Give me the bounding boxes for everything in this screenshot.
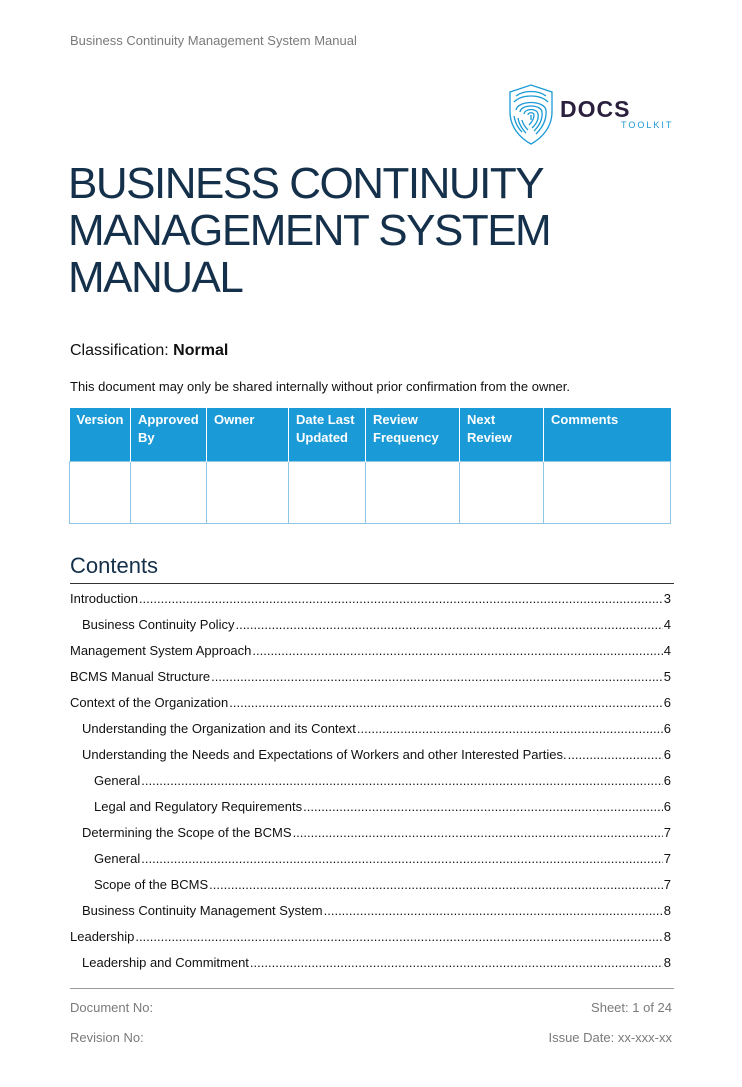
footer-divider: [70, 988, 674, 989]
logo-subtitle: TOOLKIT: [621, 120, 674, 130]
toc-dot-leader: [250, 955, 663, 970]
toc-entry[interactable]: [70, 794, 671, 814]
column-header-owner: Owner: [207, 408, 289, 462]
column-header-review-frequency: Review Frequency: [366, 408, 460, 462]
table-header-row: [70, 408, 671, 462]
document-number-label: Document No:: [70, 1000, 154, 1015]
toc-entry-page-number: 3: [663, 591, 671, 606]
toc-dot-leader: [141, 851, 663, 866]
toc-entry[interactable]: [70, 950, 671, 970]
toc-entry-page-number: 4: [663, 617, 671, 632]
toc-entry[interactable]: [70, 742, 671, 762]
document-title: [68, 160, 668, 301]
column-header-comments: Comments: [544, 408, 671, 462]
toc-entry-page-number: 7: [663, 851, 671, 866]
toc-entry-page-number: 4: [663, 643, 671, 658]
toc-entry-page-number: 6: [663, 799, 671, 814]
toc-entry-page-number: 7: [663, 877, 671, 892]
toc-entry-page-number: 8: [663, 955, 671, 970]
toc-entry-title: Legal and Regulatory Requirements: [94, 799, 303, 814]
toc-entry[interactable]: [70, 690, 671, 710]
toc-entry-page-number: 8: [663, 903, 671, 918]
toc-dot-leader: [252, 643, 662, 658]
column-header-approved-by: Approved By: [131, 408, 207, 462]
toc-entry[interactable]: [70, 716, 671, 736]
table-cell: [70, 462, 131, 524]
issue-date: Issue Date: xx-xxx-xx: [548, 1030, 672, 1045]
toc-entry-page-number: 5: [663, 669, 671, 684]
toc-entry-title: Scope of the BCMS: [94, 877, 209, 892]
table-cell: [131, 462, 207, 524]
toc-entry[interactable]: [70, 664, 671, 684]
contents-divider: [70, 583, 674, 584]
toc-dot-leader: [135, 929, 662, 944]
toc-dot-leader: [209, 877, 663, 892]
toc-entry-title: Context of the Organization: [70, 695, 229, 710]
toc-dot-leader: [229, 695, 663, 710]
sheet-number: Sheet: 1 of 24: [591, 1000, 672, 1015]
toc-entry[interactable]: [70, 586, 671, 606]
table-cell: [366, 462, 460, 524]
logo-wordmark: DOCS: [560, 96, 631, 122]
table-cell: [289, 462, 366, 524]
column-header-version: Version: [70, 408, 131, 462]
toc-dot-leader: [211, 669, 663, 684]
toc-entry-page-number: 6: [663, 747, 671, 762]
table-cell: [460, 462, 544, 524]
toc-entry[interactable]: [70, 898, 671, 918]
toc-dot-leader: [303, 799, 663, 814]
classification-value: Normal: [173, 342, 229, 359]
toc-entry-page-number: 6: [663, 721, 671, 736]
toc-entry-title: Leadership and Commitment: [82, 955, 249, 970]
table-cell: [207, 462, 289, 524]
sharing-notice: This document may only be shared internally without prior confirmation from the owner.: [70, 379, 571, 394]
toc-dot-leader: [324, 903, 663, 918]
toc-dot-leader: [139, 591, 663, 606]
toc-dot-leader: [141, 773, 663, 788]
column-header-date-last-updated: Date Last Updated: [289, 408, 366, 462]
toc-dot-leader: [235, 617, 662, 632]
title-line: BUSINESS CONTINUITY: [68, 159, 544, 208]
title-line: MANAGEMENT SYSTEM: [68, 206, 551, 255]
toc-entry-title: Leadership: [70, 929, 135, 944]
toc-entry[interactable]: [70, 638, 671, 658]
toc-entry-title: Business Continuity Policy: [82, 617, 235, 632]
toc-dot-leader: [357, 721, 663, 736]
toc-entry-title: Determining the Scope of the BCMS: [82, 825, 292, 840]
toc-entry-page-number: 7: [663, 825, 671, 840]
toc-entry[interactable]: [70, 924, 671, 944]
toc-entry[interactable]: [70, 820, 671, 840]
docs-toolkit-logo: [504, 82, 679, 146]
toc-entry-title: General: [94, 851, 141, 866]
toc-entry-title: Management System Approach: [70, 643, 252, 658]
column-header-next-review: Next Review: [460, 408, 544, 462]
title-line: MANUAL: [68, 253, 243, 302]
toc-entry[interactable]: [70, 846, 671, 866]
toc-entry[interactable]: [70, 872, 671, 892]
table-cell: [544, 462, 671, 524]
toc-entry-title: Business Continuity Management System: [82, 903, 323, 918]
table-row: [70, 462, 671, 524]
classification-line: [70, 342, 228, 360]
toc-entry-title: Understanding the Needs and Expectations of Workers and other Interested Parties.: [82, 747, 567, 762]
toc-entry-title: Understanding the Organization and its Context: [82, 721, 356, 736]
running-header: Business Continuity Management System Manual: [70, 33, 357, 48]
version-control-table: [69, 408, 671, 524]
toc-entry-title: BCMS Manual Structure: [70, 669, 211, 684]
toc-dot-leader: [568, 747, 663, 762]
toc-entry-title: Introduction: [70, 591, 138, 606]
toc-dot-leader: [293, 825, 663, 840]
toc-entry-page-number: 6: [663, 695, 671, 710]
toc-entry[interactable]: [70, 768, 671, 788]
toc-entry-title: General: [94, 773, 141, 788]
fingerprint-shield-icon: [504, 82, 558, 146]
contents-heading: Contents: [70, 553, 159, 578]
toc-entry-page-number: 6: [663, 773, 671, 788]
toc-entry[interactable]: [70, 612, 671, 632]
classification-label: Classification:: [70, 342, 169, 359]
toc-entry-page-number: 8: [663, 929, 671, 944]
revision-number-label: Revision No:: [70, 1030, 144, 1045]
